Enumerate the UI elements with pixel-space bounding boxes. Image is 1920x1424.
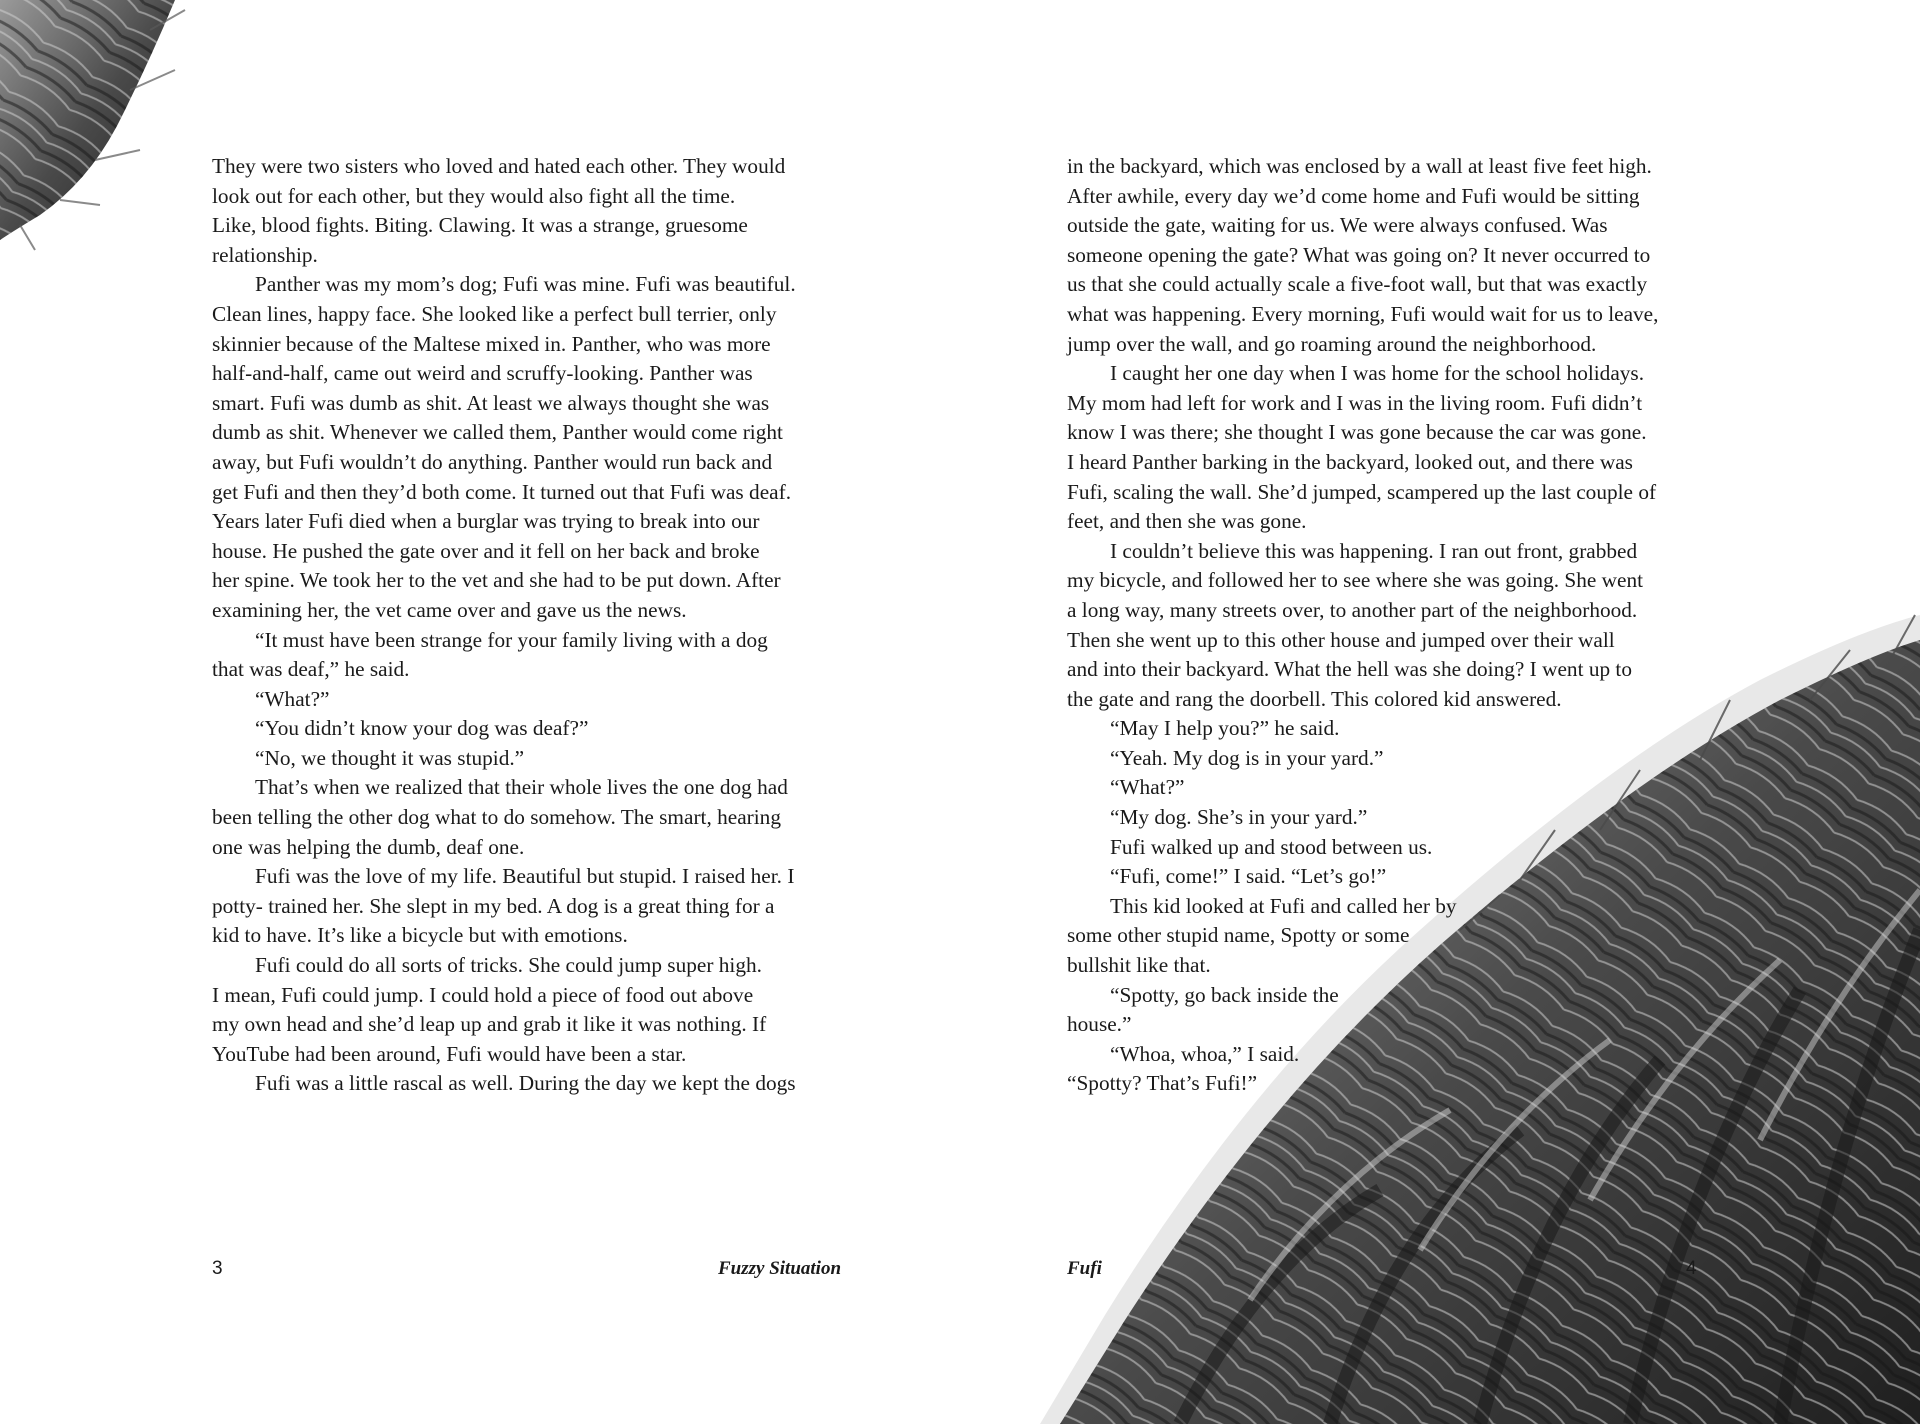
text-line: “No, we thought it was stupid.” (255, 745, 525, 770)
page-number-right: 4 (1686, 1258, 1697, 1279)
text-line: potty- trained her. She slept in my bed. A dog is a great thing for a (212, 893, 775, 918)
text-line: house. He pushed the gate over and it fell on her back and broke (212, 538, 760, 563)
text-line: my own head and she’d leap up and grab it like it was nothing. If (212, 1012, 767, 1037)
text-line: what was happening. Every morning, Fufi would wait for us to leave, (1067, 301, 1659, 326)
text-line: been telling the other dog what to do somehow. The smart, hearing (212, 805, 781, 830)
text-line: I heard Panther barking in the backyard, looked out, and there was (1067, 449, 1633, 474)
text-line: Fufi was the love of my life. Beautiful but stupid. I raised her. I (255, 864, 795, 889)
top-left-rope-icon (0, 0, 185, 250)
text-line: relationship. (212, 242, 318, 267)
text-line: “May I help you?” he said. (1110, 716, 1340, 741)
running-head-left: Fuzzy Situation (718, 1258, 842, 1279)
text-line: get Fufi and then they’d both come. It turned out that Fufi was deaf. (212, 479, 792, 504)
text-line: us that she could actually scale a five-foot wall, but that was exactly (1067, 272, 1648, 297)
text-line: Clean lines, happy face. She looked like a perfect bull terrier, only (212, 301, 777, 326)
text-line: the gate and rang the doorbell. This colored kid answered. (1067, 686, 1562, 711)
text-line: that was deaf,” he said. (212, 657, 410, 682)
text-line: my bicycle, and followed her to see where she was going. She went (1067, 568, 1644, 593)
text-line: After awhile, every day we’d come home and Fufi would be sitting (1067, 183, 1640, 208)
text-line: look out for each other, but they would also fight all the time. (212, 183, 736, 208)
text-line: Fufi could do all sorts of tricks. She could jump super high. (255, 953, 762, 978)
text-line: Like, blood fights. Biting. Clawing. It was a strange, gruesome (212, 213, 748, 238)
text-line: jump over the wall, and go roaming around the neighborhood. (1067, 331, 1597, 356)
text-line: I caught her one day when I was home for the school holidays. (1110, 361, 1645, 386)
text-line: This kid looked at Fufi and called her by (1110, 893, 1457, 918)
text-line: one was helping the dumb, deaf one. (212, 834, 525, 859)
text-line: I mean, Fufi could jump. I could hold a piece of food out above (212, 982, 754, 1007)
text-line: skinnier because of the Maltese mixed in. Panther, who was more (212, 331, 771, 356)
text-line: Fufi, scaling the wall. She’d jumped, scampered up the last couple of (1067, 479, 1657, 504)
text-line: and into their backyard. What the hell was she doing? I went up to (1067, 657, 1633, 682)
text-line: “My dog. She’s in your yard.” (1110, 805, 1368, 830)
text-line: That’s when we realized that their whole lives the one dog had (255, 775, 788, 800)
text-line: “What?” (255, 686, 330, 711)
text-line: feet, and then she was gone. (1067, 509, 1307, 534)
text-line: “What?” (1110, 775, 1185, 800)
text-line: “You didn’t know your dog was deaf?” (255, 716, 589, 741)
text-line: “It must have been strange for your family living with a dog (255, 627, 768, 652)
text-line: away, but Fufi wouldn’t do anything. Panther would run back and (212, 449, 773, 474)
text-line: outside the gate, waiting for us. We were always confused. Was (1067, 213, 1608, 238)
text-line: They were two sisters who loved and hated each other. They would (212, 154, 786, 178)
text-line: “Yeah. My dog is in your yard.” (1110, 745, 1384, 770)
text-line: My mom had left for work and I was in the living room. Fufi didn’t (1067, 390, 1643, 415)
text-line: Years later Fufi died when a burglar was trying to break into our (212, 509, 760, 534)
text-line: Then she went up to this other house and jumped over their wall (1067, 627, 1615, 652)
text-line: half-and-half, came out weird and scruffy-looking. Panther was (212, 361, 753, 386)
page-number-left: 3 (212, 1258, 223, 1279)
left-page-text (212, 152, 847, 1099)
text-line: Fufi walked up and stood between us. (1110, 834, 1433, 859)
text-line: house.” (1067, 1012, 1132, 1037)
text-line: her spine. We took her to the vet and she had to be put down. After (212, 568, 781, 593)
text-line: bullshit like that. (1067, 953, 1211, 978)
text-line: dumb as shit. Whenever we called them, Panther would come right (212, 420, 783, 445)
text-line: “Whoa, whoa,” I said. (1110, 1041, 1300, 1066)
text-line: YouTube had been around, Fufi would have been a star. (212, 1041, 687, 1066)
text-line: a long way, many streets over, to another part of the neighborhood. (1067, 597, 1638, 622)
text-line: smart. Fufi was dumb as shit. At least we always thought she was (212, 390, 770, 415)
text-line: know I was there; she thought I was gone because the car was gone. (1067, 420, 1647, 445)
text-line: in the backyard, which was enclosed by a wall at least five feet high. (1067, 154, 1652, 178)
text-line: “Spotty, go back inside the (1110, 982, 1339, 1007)
text-line: Panther was my mom’s dog; Fufi was mine. Fufi was beautiful. (255, 272, 796, 297)
text-line: “Spotty? That’s Fufi!” (1067, 1071, 1258, 1096)
running-head-right: Fufi (1067, 1258, 1102, 1279)
text-line: some other stupid name, Spotty or some (1067, 923, 1410, 948)
text-line: Fufi was a little rascal as well. During the day we kept the dogs (255, 1071, 796, 1096)
text-line: examining her, the vet came over and gave us the news. (212, 597, 687, 622)
text-line: someone opening the gate? What was going on? It never occurred to (1067, 242, 1651, 267)
text-line: I couldn’t believe this was happening. I ran out front, grabbed (1110, 538, 1638, 563)
right-page-text (1067, 152, 1707, 1099)
text-line: “Fufi, come!” I said. “Let’s go!” (1110, 864, 1387, 889)
text-line: kid to have. It’s like a bicycle but with emotions. (212, 923, 628, 948)
